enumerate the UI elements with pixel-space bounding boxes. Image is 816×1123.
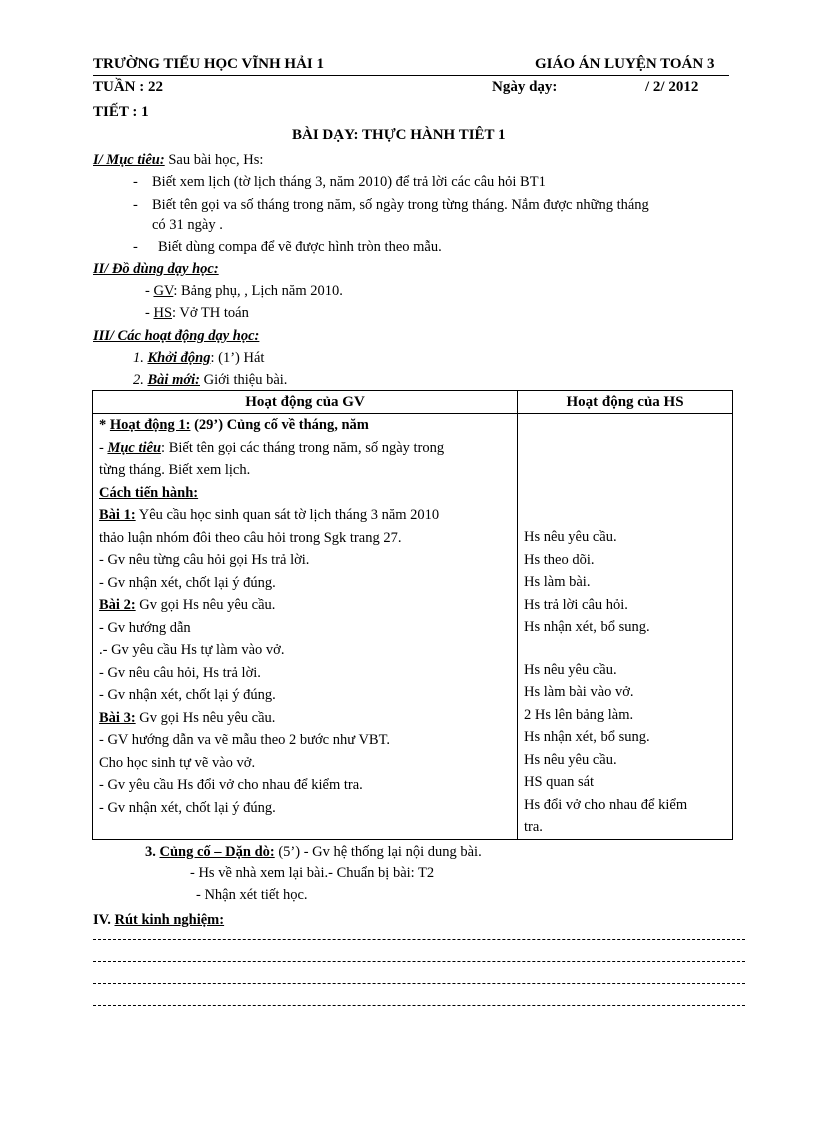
activity-title-label: Hoạt động 1: (109, 417, 191, 433)
objectives-intro: Sau bài học, Hs: (164, 152, 264, 168)
student-activities-cell (518, 414, 733, 840)
activity-title (99, 414, 511, 437)
date-label: Ngày dạy: (492, 79, 558, 95)
teacher-step: - Gv nêu từng câu hỏi gọi Hs trả lời. (99, 552, 310, 568)
method-heading: Cách tiến hành: (99, 484, 199, 501)
activity-goal (99, 437, 511, 460)
teacher-step: - Gv nêu câu hỏi, Hs trả lời. (99, 664, 261, 681)
teacher-step: .- Gv yêu cầu Hs tự làm vào vở. (99, 642, 285, 658)
materials-heading: II/ Đồ dùng dạy học: (93, 261, 219, 277)
materials-hs-text: : Vở TH toán (172, 305, 249, 321)
teacher-step: - Gv nhận xét, chốt lại ý đúng. (99, 799, 276, 816)
step-new-lesson-label: Bài mới: (147, 372, 200, 388)
student-step: Hs nhận xét, bổ sung. (524, 729, 650, 745)
teacher-step: - GV hướng dẫn va vẽ mẫu theo 2 bước như VBT. (99, 732, 391, 748)
teacher-step: - Gv nhận xét, chốt lại ý đúng. (99, 687, 276, 703)
student-step: Hs nêu yêu cầu. (524, 751, 617, 768)
step-warmup-text: : (1’) Hát (210, 350, 265, 366)
col-student-header: Hoạt động của HS (518, 391, 733, 414)
week-label: TUẦN : 22 (93, 79, 163, 95)
consolidation-num: 3. (145, 844, 160, 860)
activity-title-rest: (29’) Củng cố về tháng, năm (190, 417, 369, 433)
student-step: Hs nêu yêu cầu. (524, 661, 617, 678)
materials-hs-label: HS (153, 305, 173, 321)
consolidation-label: Củng cố – Dặn dò: (159, 844, 275, 860)
materials-gv: - GV: Bảng phụ, , Lịch năm 2010. (145, 283, 343, 299)
date-value: / 2/ 2012 (645, 79, 699, 95)
notes-line-3 (93, 983, 745, 984)
student-step: Hs nhận xét, bổ sung. (524, 619, 650, 635)
step-new-lesson-num: 2. (133, 372, 148, 388)
exercise-2-label: Bài 2: (99, 597, 136, 613)
student-step: Hs làm bài vào vở. (524, 684, 634, 700)
objective-item-2-cont: có 31 ngày . (152, 217, 223, 233)
objective-bullet: - (133, 174, 138, 190)
experience-num: IV. (93, 912, 115, 928)
step-new-lesson-text: Giới thiệu bài. (200, 372, 288, 388)
period-label: TIẾT : 1 (93, 104, 149, 120)
activity-goal-label: Mục tiêu (107, 439, 162, 456)
objective-item-3: Biết dùng compa để vẽ được hình tròn theo mẫu. (158, 239, 442, 255)
objectives-heading (93, 151, 263, 169)
student-step: tra. (524, 819, 543, 835)
exercise-1-text: Yêu cầu học sinh quan sát tờ lịch tháng 3 năm 2010 (135, 507, 440, 523)
activity-star: * (99, 417, 110, 433)
table-row (93, 414, 733, 840)
activity-goal-dash: - (99, 439, 108, 456)
student-step: Hs đổi vở cho nhau để kiểm (524, 796, 688, 813)
step-warmup-num: 1. (133, 350, 148, 366)
consolidation-text: (5’) - Gv hệ thống lại nội dung bài. (274, 844, 482, 860)
teacher-activities-cell (93, 414, 518, 840)
document-type: GIÁO ÁN LUYỆN TOÁN 3 (535, 56, 715, 72)
consolidation (145, 843, 482, 861)
exercise-3 (99, 707, 511, 730)
teacher-step: - Gv yêu cầu Hs đổi vở cho nhau để kiểm tra. (99, 777, 363, 793)
materials-hs: - HS: Vở TH toán (145, 305, 249, 321)
exercise-2-text: Gv gọi Hs nêu yêu cầu. (135, 597, 276, 613)
student-step: HS quan sát (524, 774, 595, 790)
exercise-1-cont: thảo luận nhóm đôi theo câu hỏi trong Sgk trang 27. (99, 529, 402, 546)
activity-goal-text: : Biết tên gọi các tháng trong năm, số ngày trong (161, 439, 445, 456)
step-warmup-label: Khởi động (147, 350, 211, 366)
teacher-step: - Gv nhận xét, chốt lại ý đúng. (99, 574, 276, 591)
exercise-1 (99, 504, 511, 527)
objective-item-2: Biết tên gọi va số tháng trong năm, số ngày trong từng tháng. Nắm được những tháng (152, 197, 649, 213)
student-step: Hs theo dõi. (524, 551, 595, 568)
consolidation-line-2: - Hs về nhà xem lại bài.- Chuẩn bị bài: T2 (190, 865, 435, 881)
notes-line-1 (93, 939, 745, 940)
student-step: Hs trả lời câu hỏi. (524, 596, 628, 613)
notes-line-4 (93, 1005, 745, 1006)
objectives-label: I/ Mục tiêu: (93, 152, 165, 168)
activities-table (92, 390, 733, 840)
consolidation-line-3: - Nhận xét tiết học. (196, 887, 308, 903)
experience-heading (93, 911, 224, 929)
exercise-2 (99, 594, 511, 617)
materials-gv-text: : Bảng phụ, , Lịch năm 2010. (173, 283, 343, 299)
exercise-1-label: Bài 1: (99, 507, 136, 523)
student-step: Hs làm bài. (524, 574, 591, 590)
notes-line-2 (93, 961, 745, 962)
objective-bullet: - (133, 197, 138, 213)
activities-heading: III/ Các hoạt động dạy học: (93, 328, 260, 344)
step-new-lesson (133, 371, 287, 389)
lesson-title: BÀI DẠY: THỰC HÀNH TIÊT 1 (292, 127, 506, 143)
objective-item-1: Biết xem lịch (tờ lịch tháng 3, năm 2010) để trả lời các câu hỏi BT1 (152, 174, 546, 190)
header-divider (93, 75, 729, 76)
student-step: 2 Hs lên bảng làm. (524, 706, 634, 723)
col-teacher-header: Hoạt động của GV (93, 391, 518, 414)
step-warmup (133, 349, 264, 367)
school-name: TRƯỜNG TIỂU HỌC VĨNH HẢI 1 (93, 56, 325, 72)
table-header-row (93, 391, 733, 414)
activity-goal-cont: từng tháng. Biết xem lịch. (99, 462, 251, 478)
student-step: Hs nêu yêu cầu. (524, 529, 617, 545)
teacher-step: Cho học sinh tự vẽ vào vở. (99, 754, 256, 771)
objective-bullet: - (133, 239, 138, 255)
materials-gv-label: GV (153, 283, 174, 299)
experience-label: Rút kinh nghiệm: (114, 912, 225, 928)
exercise-3-label: Bài 3: (99, 709, 136, 726)
teacher-step: - Gv hướng dẫn (99, 619, 191, 636)
exercise-3-text: Gv gọi Hs nêu yêu cầu. (135, 709, 276, 726)
